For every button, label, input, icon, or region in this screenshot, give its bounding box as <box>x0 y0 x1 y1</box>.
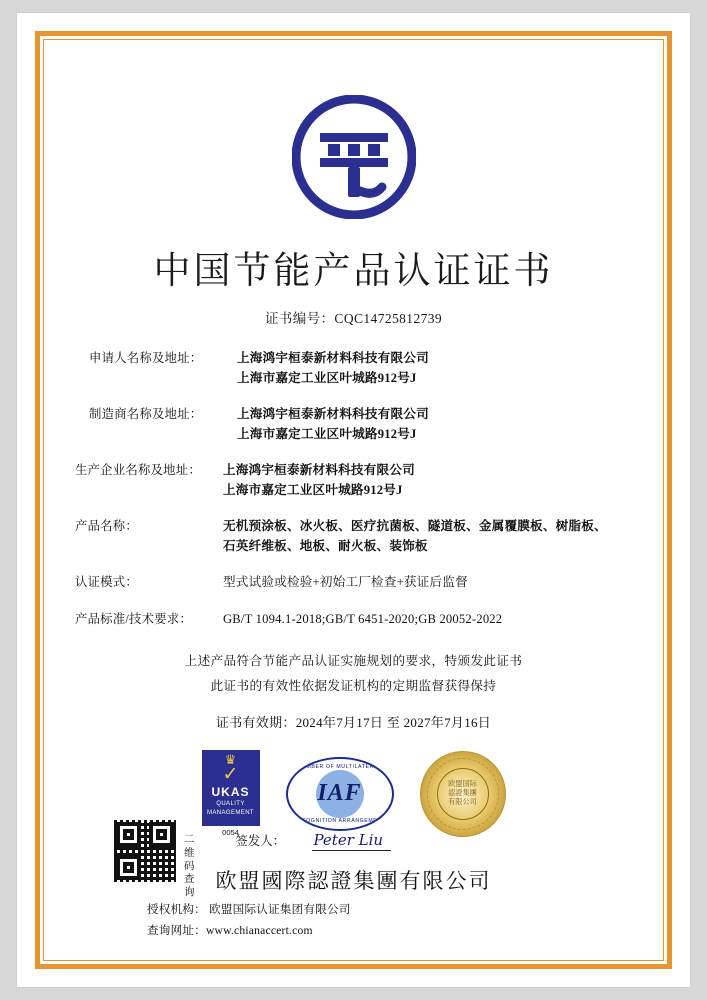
emblem-container <box>57 53 650 224</box>
field-value-line1: 无机预涂板、冰火板、医疗抗菌板、隧道板、金属覆膜板、树脂板、 <box>223 519 607 534</box>
ukas-name-label: UKAS <box>211 785 250 800</box>
signature-label: 签发人： <box>235 833 286 848</box>
iaf-ring-top-text: MEMBER OF MULTILATERAL <box>297 763 382 770</box>
seal-line-3: 有限公司 <box>448 798 477 807</box>
qr-caption-char-2: 维 <box>184 847 195 859</box>
field-value-line2: 上海市嘉定工业区叶城路912号J <box>223 482 403 497</box>
field-label: 生产企业名称及地址： <box>75 463 201 478</box>
field-value-line1: 上海鸿宇桓泰新材料科技有限公司 <box>223 463 415 478</box>
field-production-enterprise <box>75 461 628 500</box>
field-product-standard <box>75 610 628 630</box>
footer-text <box>147 900 632 941</box>
certificate-page <box>16 12 691 988</box>
field-manufacturer <box>75 405 628 444</box>
field-applicant <box>75 349 628 388</box>
gold-seal-icon <box>420 751 506 837</box>
seal-ring-decoration <box>427 758 499 830</box>
qr-caption-char-4: 查 <box>184 873 195 885</box>
qr-finder-bottom-left <box>116 855 141 880</box>
crown-icon: ♛ <box>224 752 237 768</box>
field-value <box>223 517 628 556</box>
field-value-line2: 石英纤维板、地板、耐火板、装饰板 <box>223 538 428 553</box>
field-value-line1: 上海鸿宇桓泰新材料科技有限公司 <box>237 351 429 365</box>
verification-url[interactable]: 查询网址：www.chianaccert.com <box>147 923 313 937</box>
field-label: 产品标准/技术要求： <box>75 611 192 626</box>
iaf-label: IAF <box>317 780 362 807</box>
field-value-line2: 上海市嘉定工业区叶城路912号J <box>237 426 417 441</box>
ukas-number-label: 0054 <box>222 828 239 838</box>
qr-code-block <box>113 819 198 899</box>
check-icon: ✓ <box>222 764 239 786</box>
ukas-sub-line-2: MANAGEMENT <box>206 810 254 817</box>
china-energy-saving-emblem-icon <box>292 95 416 219</box>
issuing-company-name: 欧盟國際認證集團有限公司 <box>215 868 492 893</box>
authorizing-body: 授权机构： 欧盟国际认证集团有限公司 <box>147 903 351 917</box>
seal-line-2: 認證集團 <box>448 789 477 798</box>
page-title: 中国节能产品认证证书 <box>153 249 554 292</box>
qr-code-icon <box>113 819 177 883</box>
field-label: 制造商名称及地址： <box>89 407 203 422</box>
certificate-footer <box>75 900 632 941</box>
field-value-line2: 上海市嘉定工业区叶城路912号J <box>237 370 417 385</box>
qr-caption-char-5: 询 <box>184 886 195 898</box>
field-value <box>223 461 628 500</box>
validity-period: 证书有效期：2024年7月17日 至 2027年7月16日 <box>215 714 492 730</box>
certificate-content <box>57 53 650 947</box>
field-label: 认证模式： <box>75 575 138 590</box>
field-product-name <box>75 517 628 556</box>
ukas-logo-group <box>202 750 260 837</box>
statement-line-1: 上述产品符合节能产品认证实施规划的要求，特颁发此证书 <box>184 654 523 669</box>
certificate-statement <box>57 649 650 699</box>
seal-line-1: 欧盟国际 <box>448 780 477 789</box>
field-value <box>237 349 628 388</box>
field-value <box>237 405 628 444</box>
qr-caption-char-3: 码 <box>184 860 195 872</box>
signature-script: Peter Liu <box>312 831 392 851</box>
field-value: 型式试验或检验+初始工厂检查+获证后监督 <box>223 575 468 590</box>
ukas-logo-icon <box>202 750 260 826</box>
iaf-logo-icon <box>286 757 394 831</box>
iaf-ring-bottom-text: RECOGNITION ARRANGEMENT <box>293 817 386 824</box>
field-value: GB/T 1094.1-2018;GB/T 6451-2020;GB 20052-2022 <box>223 611 503 626</box>
ukas-sub-line-1: QUALITY <box>216 801 245 808</box>
certificate-number: 证书编号：CQC14725812739 <box>264 311 443 326</box>
field-label: 申请人名称及地址： <box>89 351 203 365</box>
field-certification-mode <box>75 573 628 593</box>
field-value-line1: 上海鸿宇桓泰新材料科技有限公司 <box>237 407 429 422</box>
qr-caption-char-1: 二 <box>184 834 195 846</box>
certificate-fields <box>57 349 650 629</box>
field-label: 产品名称： <box>75 519 138 534</box>
qr-caption <box>184 819 198 899</box>
statement-line-2: 此证书的有效性依据发证机构的定期监督获得保持 <box>210 679 497 694</box>
